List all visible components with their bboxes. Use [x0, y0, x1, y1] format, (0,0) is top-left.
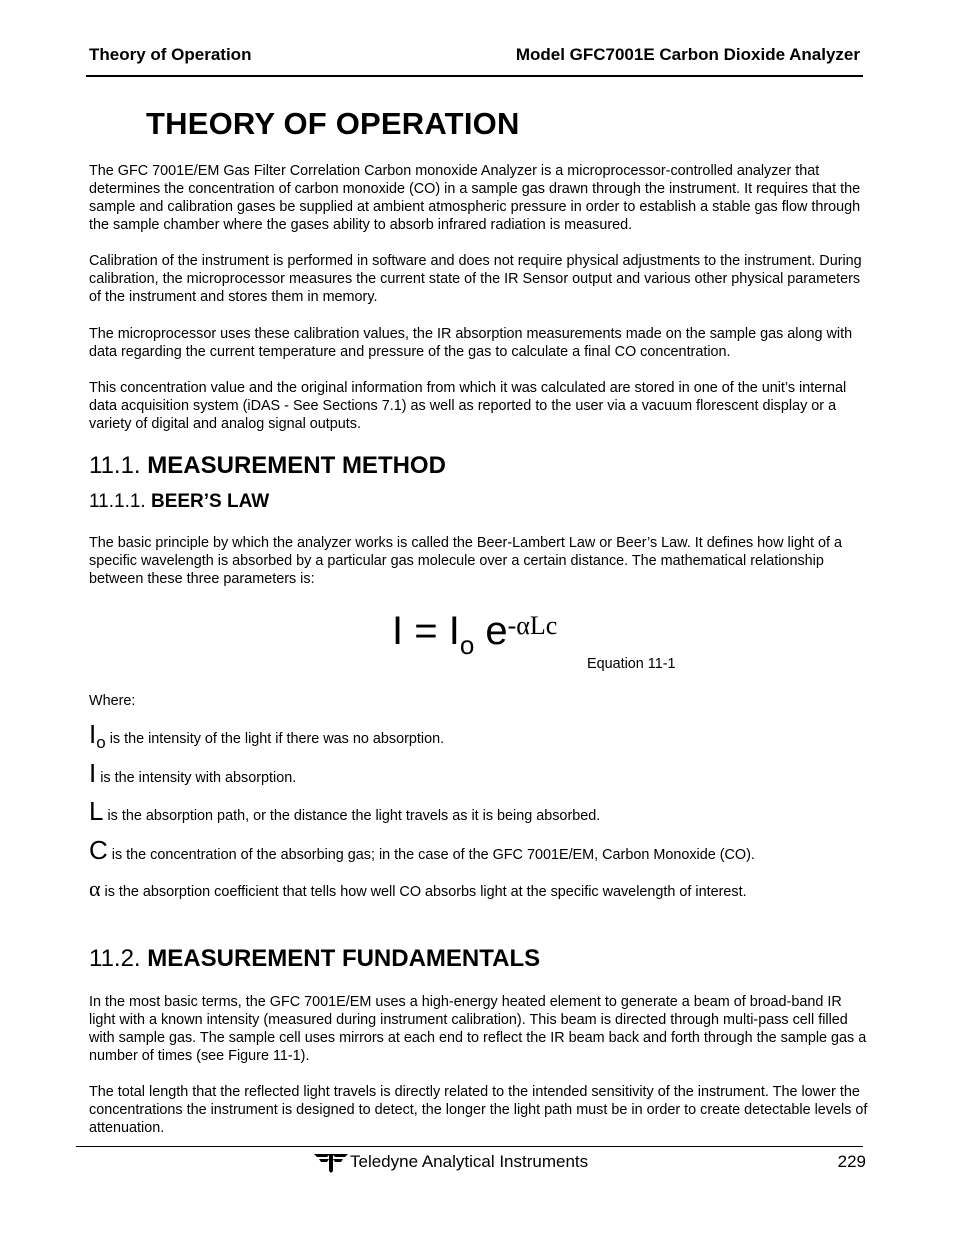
intro-paragraph-4: This concentration value and the original information from which it was calculated are stored in one of the unit’s internal data acquisition system (iDAS - See Sections 7.1) as well as reported to the user via a vacuum florescent display or a variety of digital and analog signal outputs.	[89, 380, 847, 432]
definition-alpha	[89, 876, 747, 902]
definition-text: is the absorption coefficient that tells how well CO absorbs light at the specific wavelength of interest.	[100, 884, 747, 900]
definition-symbol: I	[89, 719, 97, 749]
definition-c	[89, 837, 755, 863]
footer-page-number: 229	[837, 1152, 866, 1171]
intro-paragraph-2: Calibration of the instrument is performed in software and does not require physical adjustments to the instrument. During calibration, the microprocessor measures the current state of the IR Sensor output and various other physical parameters of the instrument and stores them in memory.	[89, 253, 862, 305]
definition-text: is the concentration of the absorbing gas; in the case of the GFC 7001E/EM, Carbon Monoxide (CO).	[107, 847, 755, 863]
definition-text: is the absorption path, or the distance the light travels as it is being absorbed.	[103, 808, 601, 824]
definition-symbol-subscript: o	[96, 733, 106, 752]
definition-symbol: α	[89, 876, 101, 901]
definition-l	[89, 798, 600, 824]
beers-law-paragraph: The basic principle by which the analyzer works is called the Beer-Lambert Law or Beer’s Law. It defines how light of a specific wavelength is absorbed by a particular gas molecule over a certain distance. The mathematical relationship between these three parameters is:	[89, 535, 842, 587]
equation-lhs: I = I	[392, 609, 460, 653]
section-number: 11.2.	[89, 945, 148, 972]
equation-label: Equation 11-1	[587, 656, 676, 672]
subsection-number: 11.1.1.	[89, 491, 151, 512]
subsection-heading-beers-law	[89, 491, 269, 513]
definition-symbol: L	[89, 796, 104, 826]
footer-divider	[76, 1146, 863, 1147]
intro-paragraph-1: The GFC 7001E/EM Gas Filter Correlation Carbon monoxide Analyzer is a microprocessor-controlled analyzer that determines the concentration of carbon monoxide (CO) in a sample gas drawn through the instrument. It requires that the sample and calibration gases be supplied at ambient atmospheric pressure in order to establish a stable gas flow through the sample chamber where the gases ability to absorb infrared radiation is measured.	[89, 163, 861, 233]
definition-io	[89, 719, 445, 752]
section-title: MEASUREMENT METHOD	[147, 452, 446, 479]
fundamentals-paragraph-2: The total length that the reflected light travels is directly related to the intended sensitivity of the instrument. The lower the concentrations the instrument is designed to detect, the longer the light path must be in order to create detectable levels of attenuation.	[89, 1084, 868, 1136]
where-label: Where:	[89, 693, 136, 709]
definition-i	[89, 760, 296, 786]
teledyne-logo-icon	[313, 1151, 349, 1173]
footer-company: Teledyne Analytical Instruments	[350, 1152, 589, 1171]
definition-symbol: C	[89, 835, 108, 865]
beer-lambert-equation	[392, 607, 557, 660]
subsection-title: BEER’S LAW	[150, 491, 270, 512]
header-divider	[86, 75, 863, 77]
equation-base: e	[474, 609, 508, 653]
section-heading-measurement-fundamentals	[89, 945, 540, 973]
equation-subscript: o	[459, 630, 475, 660]
definition-symbol: I	[89, 758, 97, 788]
chapter-title: THEORY OF OPERATION	[146, 106, 520, 141]
definition-text: is the intensity with absorption.	[96, 770, 297, 786]
intro-paragraph-3: The microprocessor uses these calibration values, the IR absorption measurements made on the sample gas along with data regarding the current temperature and pressure of the gas to calculate a final CO concentration.	[89, 326, 853, 360]
definition-text: is the intensity of the light if there was no absorption.	[105, 731, 445, 747]
section-number: 11.1.	[89, 452, 148, 479]
section-title: MEASUREMENT FUNDAMENTALS	[147, 945, 541, 972]
running-header-right: Model GFC7001E Carbon Dioxide Analyzer	[515, 45, 860, 64]
fundamentals-paragraph-1: In the most basic terms, the GFC 7001E/EM uses a high-energy heated element to generate a beam of broad-band IR light with a known intensity (measured during instrument calibration). This beam is directed through multi-pass cell filled with sample gas. The sample cell uses mirrors at each end to reflect the IR beam back and forth through the sample gas a number of times (see Figure 11-1).	[89, 994, 867, 1064]
section-heading-measurement-method	[89, 452, 446, 480]
equation-exponent: -αLc	[507, 611, 558, 640]
running-header-left: Theory of Operation	[89, 45, 252, 64]
